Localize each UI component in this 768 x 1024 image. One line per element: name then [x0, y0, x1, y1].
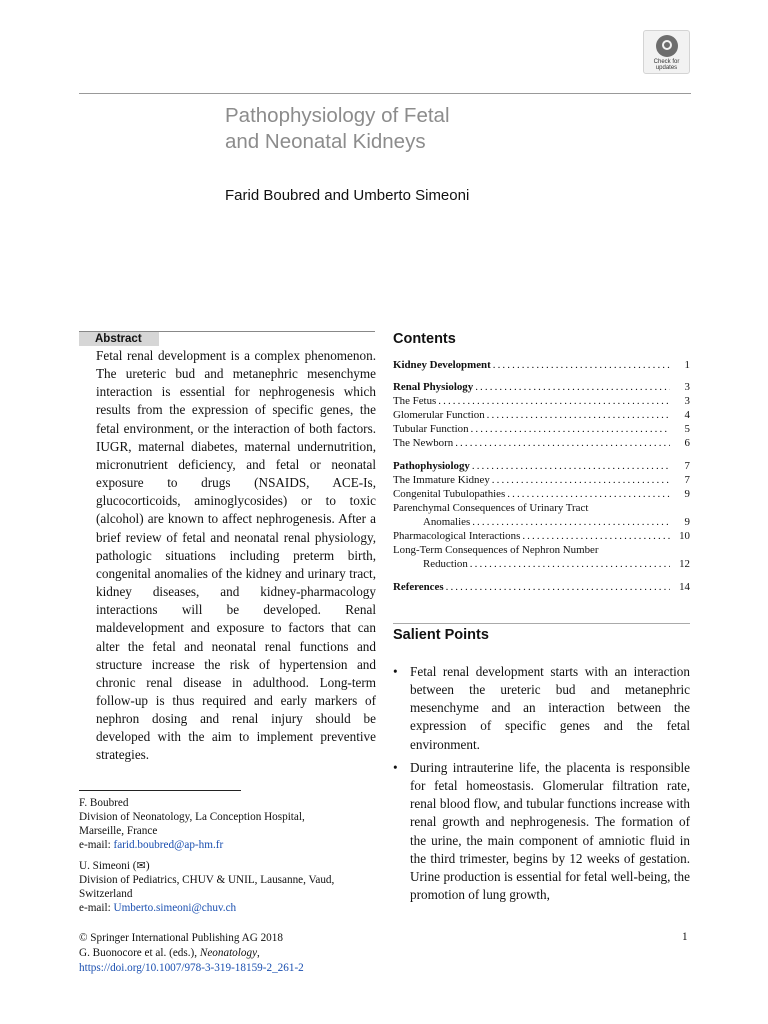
- author1-name: F. Boubred: [79, 797, 129, 809]
- toc-leader: [472, 459, 670, 473]
- salient-point: [393, 663, 690, 754]
- copyright-block: [79, 931, 399, 976]
- toc-page: 7: [684, 460, 690, 472]
- bookmark-icon: [656, 35, 678, 57]
- salient-rule: [393, 623, 690, 624]
- toc-page: 5: [684, 423, 690, 435]
- author1-email-link[interactable]: farid.boubred@ap-hm.fr: [113, 839, 224, 851]
- check-for-updates-badge[interactable]: [643, 30, 690, 74]
- contents-heading: Contents: [393, 331, 456, 347]
- toc-title: References: [393, 581, 444, 593]
- toc-title: Tubular Function: [393, 423, 469, 435]
- footnote-rule: [79, 790, 241, 791]
- toc-item-line1: Long-Term Consequences of Nephron Number: [393, 544, 599, 556]
- toc-item[interactable]: [393, 473, 690, 487]
- toc-title: Anomalies: [423, 516, 471, 528]
- toc-item[interactable]: [393, 436, 690, 450]
- toc-item[interactable]: [393, 487, 690, 501]
- author1-affiliation: [79, 796, 379, 852]
- toc-leader: [471, 422, 670, 436]
- toc-leader: [492, 473, 670, 487]
- toc-page: 10: [679, 530, 690, 542]
- toc-leader: [522, 529, 670, 543]
- author2-email-line: [79, 901, 379, 915]
- toc-page: 4: [684, 409, 690, 421]
- citation-editors: G. Buonocore et al. (eds.),: [79, 947, 200, 959]
- toc-page: 9: [684, 488, 690, 500]
- toc-leader: [507, 487, 670, 501]
- toc-item[interactable]: [393, 422, 690, 436]
- salient-heading: Salient Points: [393, 627, 489, 643]
- toc-item[interactable]: [393, 515, 690, 529]
- toc-leader: [487, 408, 670, 422]
- author2-aff-line2: Switzerland: [79, 888, 133, 900]
- abstract-body: [96, 347, 376, 765]
- abstract-text: Fetal renal development is a complex phenomenon. The ureteric bud and metanephric mesenchyme interaction is essential for nephrogenesis which results from the expression of specific genes, the fetal environment, or the interaction of both factors. IUGR, maternal diabetes, maternal undernutrition, micronutrient deficiency, and fetal or neonatal exposure to drugs (NSAIDS, ACE-Is, glucocorticoids, aminoglycosides) or to toxic (alcohol) are known to affect nephrogenesis. After a brief review of fetal and neonatal renal physiology, pathologic situations including preterm birth, congenital anomalies of the kidney and urinary tract, kidney diseases, and kidney-pharmacology interactions will be developed. Renal maldevelopment and exposure to factors that can alter the fetal and neonatal renal functions and structure increase the risk of hypertension and chronic renal disease in adulthood. Long-term follow-up is thus required and early markers of nephron dosing and renal injury should be developed with the aim to implement preventive strategies.: [96, 348, 376, 763]
- toc-title: Pathophysiology: [393, 460, 470, 472]
- toc-item[interactable]: [393, 557, 690, 571]
- toc-page: 3: [684, 395, 690, 407]
- toc-leader: [493, 358, 670, 372]
- toc-page: 7: [684, 474, 690, 486]
- toc-page: 9: [684, 516, 690, 528]
- toc-title: Reduction: [423, 558, 468, 570]
- author1-aff-line1: Division of Neonatology, La Conception Hospital,: [79, 811, 305, 823]
- toc-leader: [472, 515, 670, 529]
- author2-affiliation: [79, 859, 379, 915]
- citation-comma: ,: [257, 947, 260, 959]
- bullet-icon: •: [393, 664, 398, 679]
- copyright-line: © Springer International Publishing AG 2018: [79, 932, 283, 944]
- toc-page: 1: [684, 359, 690, 371]
- badge-line1: Check for: [653, 59, 680, 65]
- salient-point-text: During intrauterine life, the placenta is responsible for fetal homeostasis. Glomerular filtration rate, renal blood flow, and tubular functions increase with renal growth and nephrogenesis. The formation of the urine, the main component of amniotic fluid in the third trimester, begins by 12 weeks of gestation. Urine production is essential for fetal well-being, the promotion of lung growth,: [410, 760, 690, 903]
- toc-item[interactable]: [393, 380, 690, 394]
- author2-name: U. Simeoni (✉): [79, 860, 150, 872]
- toc-title: The Fetus: [393, 395, 437, 407]
- bullet-icon: •: [393, 760, 398, 775]
- toc-title: Congenital Tubulopathies: [393, 488, 506, 500]
- toc-item[interactable]: [393, 580, 690, 594]
- citation-book: Neonatology: [199, 947, 258, 959]
- toc-leader: [446, 580, 670, 594]
- toc-item[interactable]: [393, 459, 690, 473]
- header-rule: [79, 93, 691, 94]
- authors: Farid Boubred and Umberto Simeoni: [225, 187, 470, 204]
- title-line-1: Pathophysiology of Fetal: [225, 104, 450, 127]
- email-label: e-mail:: [79, 839, 114, 851]
- toc-page: 6: [684, 437, 690, 449]
- badge-line2: updates: [655, 65, 678, 71]
- toc-page: 14: [679, 581, 690, 593]
- citation-line: [79, 946, 399, 961]
- toc-title: Kidney Development: [393, 359, 491, 371]
- toc-leader: [475, 380, 670, 394]
- author2-email-link[interactable]: Umberto.simeoni@chuv.ch: [113, 902, 237, 914]
- toc-page: 3: [684, 381, 690, 393]
- toc-title: The Newborn: [393, 437, 454, 449]
- abstract-heading: Abstract: [79, 332, 159, 346]
- toc-item[interactable]: [393, 394, 690, 408]
- toc-page: 12: [679, 558, 690, 570]
- salient-point: [393, 759, 690, 904]
- toc-item[interactable]: [393, 358, 690, 372]
- toc-title: Renal Physiology: [393, 381, 474, 393]
- toc-leader: [438, 394, 670, 408]
- email-label: e-mail:: [79, 902, 114, 914]
- author1-aff-line2: Marseille, France: [79, 825, 158, 837]
- chapter-title: [225, 103, 645, 155]
- toc-item[interactable]: [393, 408, 690, 422]
- toc-title: Pharmacological Interactions: [393, 530, 521, 542]
- doi-link[interactable]: https://doi.org/10.1007/978-3-319-18159-2_261-2: [79, 962, 304, 974]
- toc-leader: [455, 436, 670, 450]
- toc-title: The Immature Kidney: [393, 474, 490, 486]
- author1-email-line: [79, 838, 379, 852]
- toc-leader: [470, 557, 670, 571]
- toc-item[interactable]: [393, 529, 690, 543]
- toc-item-line1: Parenchymal Consequences of Urinary Tract: [393, 502, 589, 514]
- page-number: 1: [682, 931, 688, 943]
- title-line-2: and Neonatal Kidneys: [225, 130, 426, 153]
- author2-aff-line1: Division of Pediatrics, CHUV & UNIL, Lausanne, Vaud,: [79, 874, 335, 886]
- salient-point-text: Fetal renal development starts with an interaction between the ureteric bud and metanephric mesenchyme and an interaction between the expression of specific genes and the fetal environment.: [410, 664, 690, 752]
- toc-title: Glomerular Function: [393, 409, 485, 421]
